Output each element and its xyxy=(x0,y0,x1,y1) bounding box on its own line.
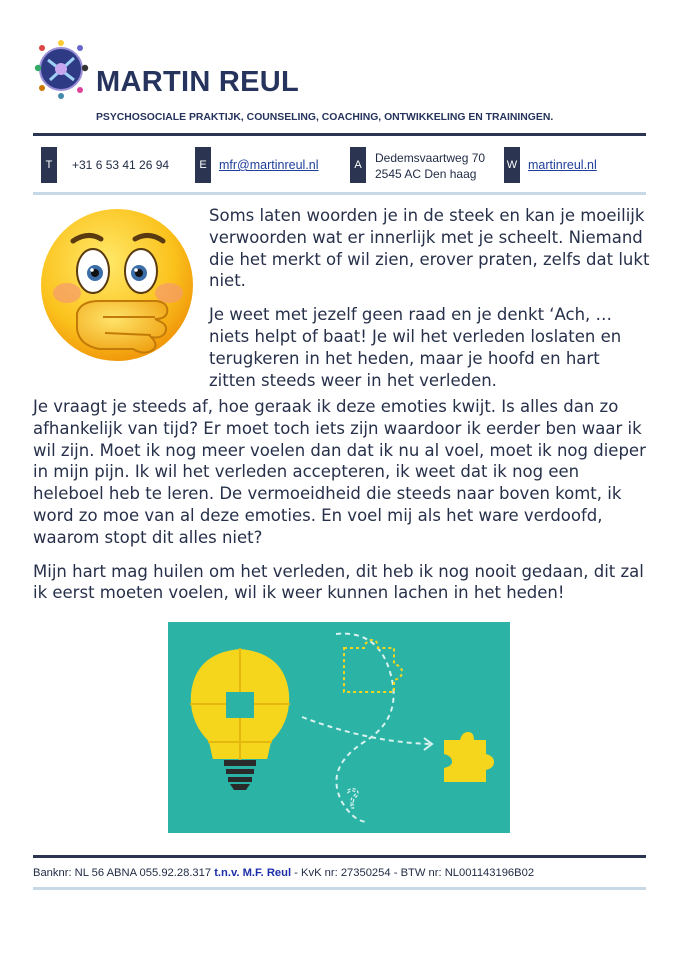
footer-bottom-divider xyxy=(33,887,646,890)
tagline: PSYCHOSOCIALE PRAKTIJK, COUNSELING, COACHING, ONTWIKKELING EN TRAININGEN. xyxy=(96,112,554,123)
bank-number: Banknr: NL 56 ABNA 055.92.28.317 xyxy=(33,867,212,879)
address-line-2: 2545 AC Den haag xyxy=(375,167,477,181)
footer-info xyxy=(33,867,646,879)
address-line-1: Dedemsvaartweg 70 xyxy=(375,151,486,165)
email-link[interactable]: mfr@martinreul.nl xyxy=(219,158,319,172)
closing-paragraph: Mijn hart mag huilen om het verleden, dit heb ik nog nooit gedaan, dit zal ik eerst moeten voelen, wil ik weer kunnen lachen in het heden! xyxy=(33,561,644,603)
intro-paragraph-1: Soms laten woorden je in de steek en kan je moeilijk verwoorden wat er innerlijk met je scheelt. Niemand die het merkt of wil zien, erover praten, zelfs dat lukt niet. xyxy=(209,206,650,291)
account-holder: t.n.v. M.F. Reul xyxy=(214,867,292,879)
address-tag: A xyxy=(350,147,366,183)
footer-top-divider xyxy=(33,855,646,858)
phone-tag: T xyxy=(41,147,57,183)
footer-separator: - xyxy=(390,867,401,879)
btw-number: BTW nr: NL001143196B02 xyxy=(400,867,535,879)
intro-paragraph-2: Je weet met jezelf geen raad en je denkt ‘Ach, …niets helpt of baat! Je wil het verleden loslaten en terugkeren in het heden, maar je hoofd en hart zitten steeds weer in het verleden. xyxy=(209,305,622,390)
logo-emblem-icon xyxy=(30,38,92,100)
brand-name: MARTIN REUL xyxy=(96,66,300,98)
svg-text:?: ? xyxy=(346,785,360,815)
email-tag: E xyxy=(195,147,211,183)
shocked-emoji-icon xyxy=(33,205,201,365)
phone-number[interactable]: +31 6 53 41 26 94 xyxy=(72,158,170,172)
website-link[interactable]: martinreul.nl xyxy=(528,158,597,172)
web-tag: W xyxy=(504,147,520,183)
main-paragraph: Je vraagt je steeds af, hoe geraak ik deze emoties kwijt. Is alles dan zo afhankelijk van tijd? Er moet toch iets zijn waardoor ik eerder ben waar ik wil zijn. Moet ik nog meer voelen dan dat ik nu al voel, moet ik nog dieper in mijn pijn. Ik wil het verleden accepteren, ik weet dat ik nog een heleboel heb te leren. De vermoeidheid die steeds naar boven komt, ik word zo moe van al deze emoties. En voel mij als het ware verdoofd, waarom stopt dit alles niet? xyxy=(33,397,646,547)
contact-divider xyxy=(33,192,646,195)
puzzle-lightbulb-illustration xyxy=(168,622,510,833)
footer-separator: - xyxy=(291,867,302,879)
kvk-number: KvK nr: 27350254 xyxy=(301,867,391,879)
header-divider xyxy=(33,133,646,136)
